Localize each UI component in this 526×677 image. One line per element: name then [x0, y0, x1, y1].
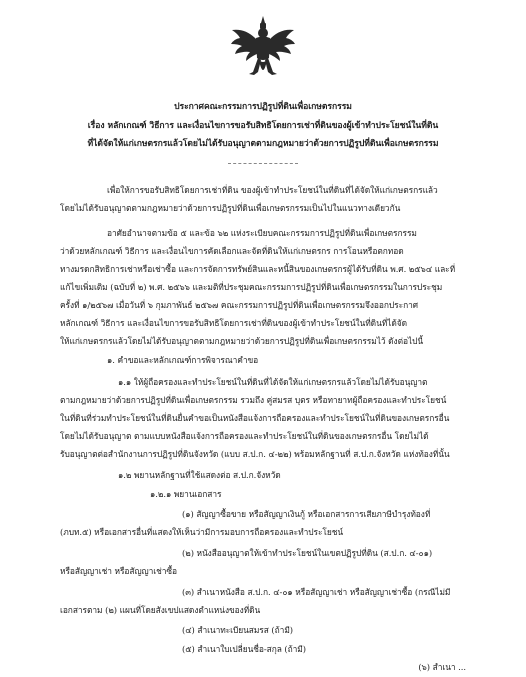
title-divider	[228, 163, 298, 164]
announcement-subject-line-2: ที่ได้จัดให้แก่เกษตรกรแล้วโดยไม่ได้รับอนุญาตตามกฎหมายว่าด้วยการปฏิรูปที่ดินเพื่อเกษตรกรรม	[87, 139, 439, 149]
section-1-1-line-2: ตามกฎหมายว่าด้วยการปฏิรูปที่ดินเพื่อเกษตรกรรม รวมถึง คู่สมรส บุตร หรือทายาทผู้ถือครองและทำประโยชน์	[60, 395, 447, 405]
item-1-line-1: (๑) สัญญาซื้อขาย หรือสัญญาเงินกู้ หรือเอกสารการเสียภาษีบำรุงท้องที่	[182, 509, 431, 519]
item-5: (๕) สำเนาใบเปลี่ยนชื่อ-สกุล (ถ้ามี)	[182, 644, 306, 654]
paragraph-1-line-1: เพื่อให้การขอรับสิทธิโดยการเช่าที่ดิน ของผู้เข้าทำประโยชน์ในที่ดินที่ได้จัดให้แก่เกษตรกรแล้ว	[107, 185, 438, 195]
paragraph-2-line-6: หลักเกณฑ์ วิธีการ และเงื่อนไขการขอรับสิทธิโดยการเช่าที่ดินของผู้เข้าทำประโยชน์ในที่ดินที่ได้จัด	[60, 318, 408, 328]
section-1-heading: ๑. คำขอและหลักเกณฑ์การพิจารณาคำขอ	[107, 355, 259, 365]
paragraph-2-line-1: อาศัยอำนาจตามข้อ ๕ และข้อ ๖๒ แห่งระเบียบคณะกรรมการปฏิรูปที่ดินเพื่อเกษตรกรรม	[107, 228, 417, 238]
section-1-2-heading: ๑.๒ พยานหลักฐานที่ใช้แสดงต่อ ส.ป.ก.จังหวัด	[118, 470, 281, 480]
item-3-line-2: เอกสารตาม (๒) แผนที่โดยสังเขปแสดงตำแหน่งของที่ดิน	[60, 605, 261, 615]
section-1-1-line-4: โดยไม่ได้รับอนุญาต ตามแบบหนังสือแจ้งการถือครองและทำประโยชน์ในที่ดินของเกษตรกรอื่น โดยไม่ได้	[60, 431, 429, 441]
announcement-subject-line-1: เรื่อง หลักเกณฑ์ วิธีการ และเงื่อนไขการขอรับสิทธิโดยการเช่าที่ดินของผู้เข้าทำประโยชน์ในที่ดิน	[87, 121, 439, 131]
paragraph-2-line-4: แก้ไขเพิ่มเติม (ฉบับที่ ๒) พ.ศ. ๒๕๖๖ และมติที่ประชุมคณะกรรมการปฏิรูปที่ดินเพื่อเกษตรกรรมในการประชุม	[60, 282, 443, 292]
section-1-1-line-5: รับอนุญาตต่อสำนักงานการปฏิรูปที่ดินจังหวัด (แบบ ส.ป.ก. ๔-๒๒) พร้อมหลักฐานที่ ส.ป.ก.จังหวัด แห่งท้องที่นั้น	[60, 449, 450, 459]
section-1-1-line-3: ในที่ดินที่ร่วมทำประโยชน์ในที่ดินยื่นคำขอเป็นหนังสือแจ้งการถือครองและทำประโยชน์ในที่ดินของเกษตรกรอื่น	[60, 413, 450, 423]
paragraph-2-line-2: ว่าด้วยหลักเกณฑ์ วิธีการ และเงื่อนไขการคัดเลือกและจัดที่ดินให้แก่เกษตรกร การโอนหรือตกทอด	[60, 246, 404, 256]
item-2-line-2: หรือสัญญาเช่า หรือสัญญาเช่าซื้อ	[60, 566, 177, 576]
continuation-marker: (๖) สำเนา ...	[418, 662, 466, 672]
item-4: (๔) สำเนาทะเบียนสมรส (ถ้ามี)	[182, 625, 294, 635]
section-1-1-line-1: ๑.๑ ให้ผู้ถือครองและทำประโยชน์ในที่ดินที่ได้จัดให้แก่เกษตรกรแล้วโดยไม่ได้รับอนุญาต	[118, 377, 428, 387]
section-1-2-1-heading: ๑.๒.๑ พยานเอกสาร	[150, 489, 222, 499]
paragraph-2-line-5: ครั้งที่ ๑/๒๕๖๗ เมื่อวันที่ ๖ กุมภาพันธ์ ๒๕๖๗ คณะกรรมการปฏิรูปที่ดินเพื่อเกษตรกรรมจึงออกประกาศ	[60, 300, 419, 310]
item-3-line-1: (๓) สำเนาหนังสือ ส.ป.ก. ๔-๐๑ หรือสัญญาเช่า หรือสัญญาเช่าซื้อ (กรณีไม่มี	[182, 587, 451, 597]
paragraph-2-line-7: ให้แก่เกษตรกรแล้วโดยไม่ได้รับอนุญาตตามกฎหมายว่าด้วยการปฏิรูปที่ดินเพื่อเกษตรกรรมไว้ ดังต่อไปนี้	[60, 336, 424, 346]
paragraph-2-line-3: ทางมรดกสิทธิการเช่าหรือเช่าซื้อ และการจัดการทรัพย์สินและหนี้สินของเกษตรกรผู้ได้รับที่ดิน พ.ศ. ๒๕๖๔ และที่	[60, 264, 456, 274]
paragraph-1-line-2: โดยไม่ได้รับอนุญาตตามกฎหมายว่าด้วยการปฏิรูปที่ดินเพื่อเกษตรกรรมเป็นไปในแนวทางเดียวกัน	[60, 203, 401, 213]
item-1-line-2: (ภบท.๕) หรือเอกสารอื่นที่แสดงให้เห็นว่ามีการมอบการถือครองและทำประโยชน์	[60, 527, 344, 537]
item-2-line-1: (๒) หนังสืออนุญาตให้เข้าทำประโยชน์ในเขตปฏิรูปที่ดิน (ส.ป.ก. ๔-๐๑)	[182, 548, 433, 558]
announcement-title: ประกาศคณะกรรมการปฏิรูปที่ดินเพื่อเกษตรกรรม	[174, 102, 352, 112]
garuda-emblem-icon	[228, 14, 298, 84]
